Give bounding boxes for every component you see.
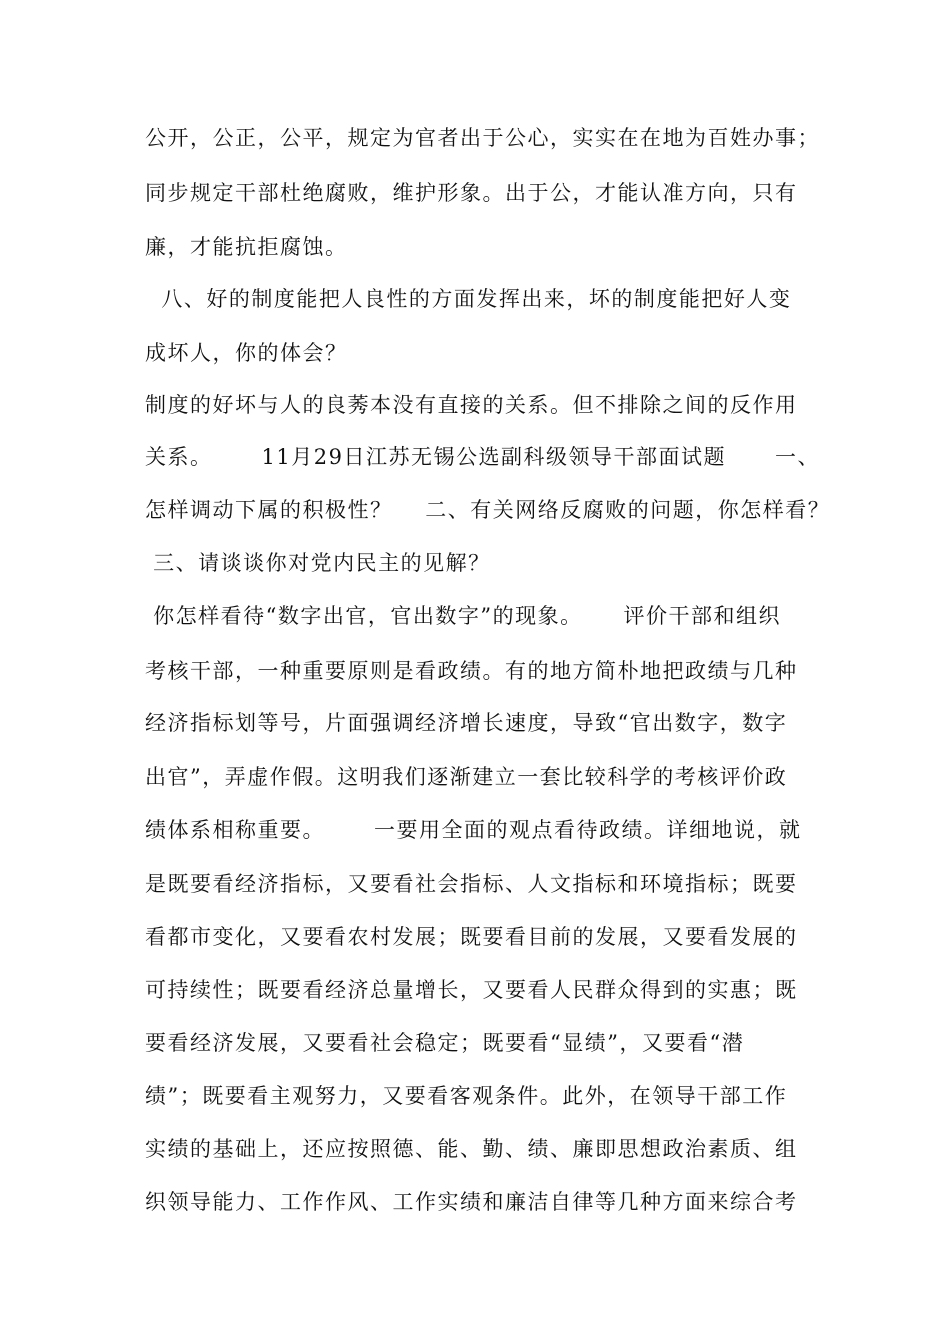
- text-line-18: 要看经济发展，又要看社会稳定；既要看“显绩”，又要看“潜: [145, 1031, 745, 1055]
- text-line-12: 经济指标划等号，片面强调经济增长速度，导致“官出数字，数字: [145, 711, 788, 735]
- text-line-10: 你怎样看待“数字出官，官出数字”的现象。 评价干部和组织: [145, 604, 782, 628]
- text-line-2: 同步规定干部杜绝腐败，维护形象。出于公，才能认准方向，只有: [145, 181, 798, 205]
- text-line-8: 怎样调动下属的积极性？ 二、有关网络反腐败的问题，你怎样看？: [145, 498, 831, 522]
- text-line-5: 成坏人，你的体会？: [145, 341, 348, 365]
- text-line-16: 看都市变化，又要看农村发展；既要看目前的发展，又要看发展的: [145, 925, 798, 949]
- text-line-19: 绩”；既要看主观努力，又要看客观条件。此外，在领导干部工作: [145, 1084, 788, 1108]
- text-line-7: 关系。 11月29日江苏无锡公选副科级领导干部面试题 一、: [145, 445, 821, 469]
- text-line-13: 出官”，弄虚作假。这明我们逐渐建立一套比较科学的考核评价政: [145, 765, 788, 789]
- text-line-3: 廉，才能抗拒腐蚀。: [145, 235, 348, 259]
- text-line-1: 公开，公正，公平，规定为官者出于公心，实实在在地为百姓办事；: [145, 126, 820, 150]
- text-line-21: 织领导能力、工作作风、工作实绩和廉洁自律等几种方面来综合考: [145, 1190, 798, 1214]
- text-line-11: 考核干部，一种重要原则是看政绩。有的地方简朴地把政绩与几种: [145, 659, 798, 683]
- text-line-20: 实绩的基础上，还应按照德、能、勤、绩、廉即思想政治素质、组: [145, 1137, 798, 1161]
- text-line-17: 可持续性；既要看经济总量增长，又要看人民群众得到的实惠；既: [145, 978, 798, 1002]
- text-line-14: 绩体系相称重要。 一要用全面的观点看待政绩。详细地说，就: [145, 818, 802, 842]
- text-line-15: 是既要看经济指标，又要看社会指标、人文指标和环境指标；既要: [145, 872, 798, 896]
- text-line-9: 三、请谈谈你对党内民主的见解？: [145, 551, 491, 575]
- text-line-4: 八、好的制度能把人良性的方面发挥出来，坏的制度能把好人变: [145, 287, 792, 311]
- text-line-6: 制度的好坏与人的良莠本没有直接的关系。但不排除之间的反作用: [145, 393, 798, 417]
